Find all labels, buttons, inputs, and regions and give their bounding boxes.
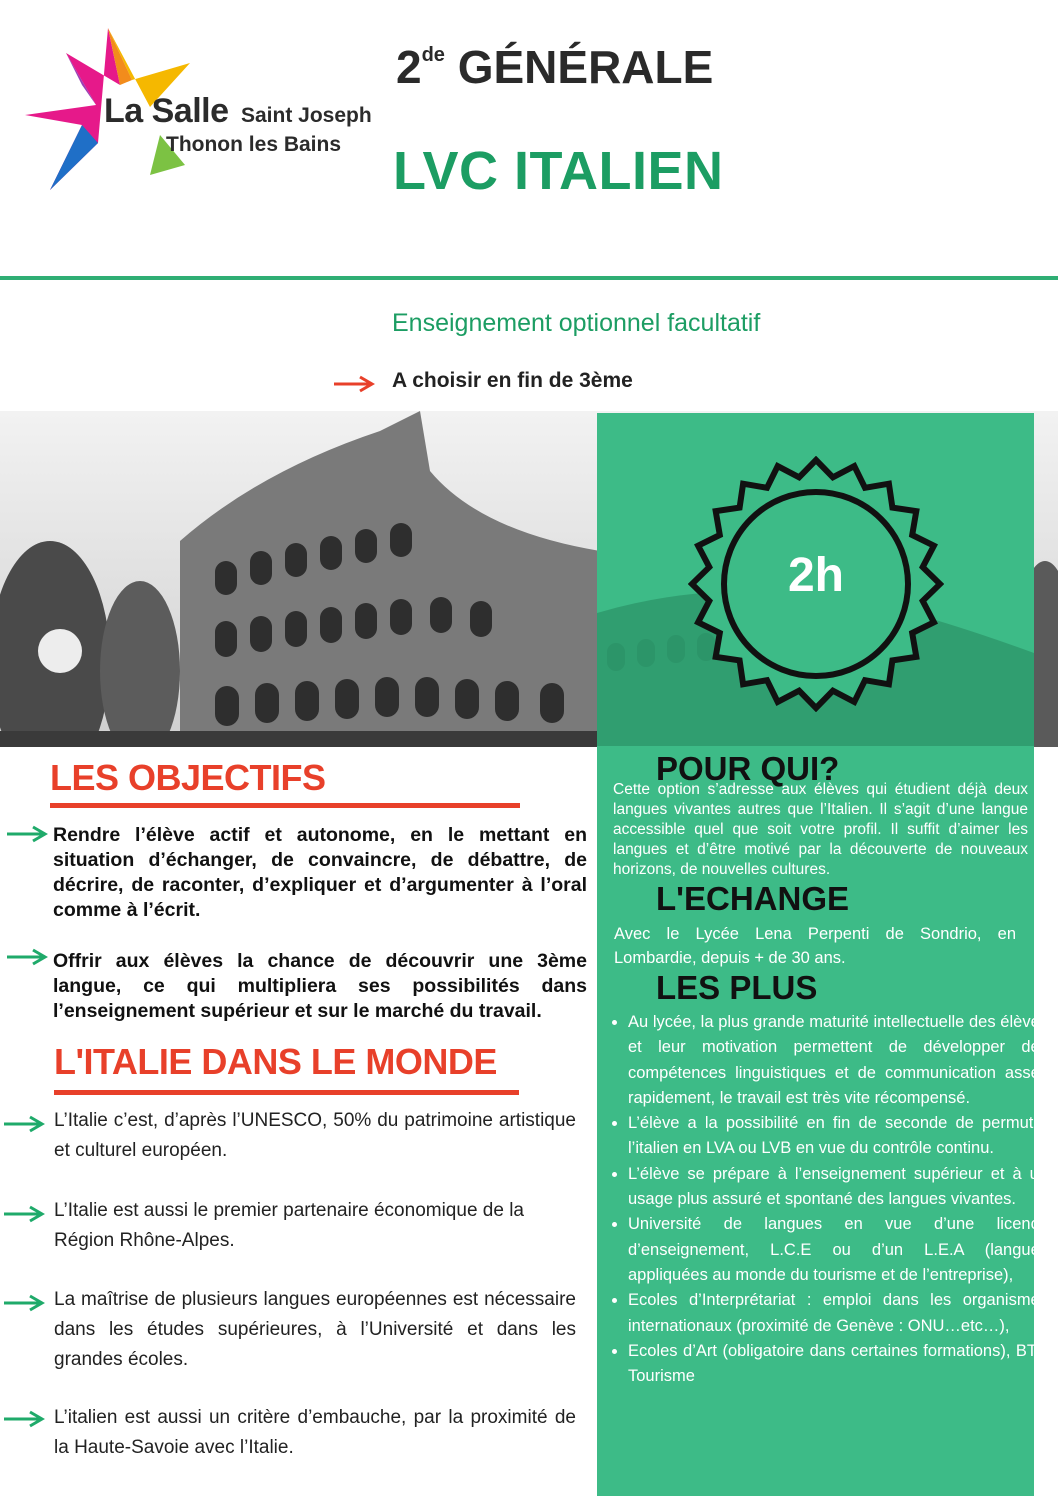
arrow-icon (2, 1293, 48, 1313)
arrow-icon (2, 1409, 48, 1429)
arrow-icon (5, 947, 51, 967)
echange-heading: L'ECHANGE (656, 880, 850, 917)
choice-note: A choisir en fin de 3ème (392, 369, 633, 392)
arrow-icon (2, 1114, 48, 1134)
objectif-item: Offrir aux élèves la chance de découvrir une 3ème langue, ce qui multipliera ses possibilités dans l’enseignement supérieur et sur le marché du travail. (53, 950, 587, 1022)
plus-item: • Au lycée, la plus grande maturité intellectuelle des élèves et leur motivation permettent de développer des compétences linguistiques et de communication assez rapidement, le travail est très vite récompensé. (628, 1010, 1048, 1111)
objectifs-heading: LES OBJECTIFS (50, 757, 326, 798)
italie-item: L’italien est aussi un critère d’embauche, par la proximité de la Haute-Savoie avec l’Italie. (54, 1407, 576, 1458)
italie-heading: L'ITALIE DANS LE MONDE (54, 1041, 497, 1082)
plus-item: • Ecoles d’Art (obligatoire dans certaines formations), BTS Tourisme (628, 1339, 1048, 1390)
objectifs-underline (50, 803, 520, 808)
italie-underline (54, 1090, 519, 1095)
plus-list (609, 1010, 1048, 1389)
arrow-icon (5, 824, 51, 844)
italie-item: L’Italie est aussi le premier partenaire économique de la Région Rhône-Alpes. (54, 1200, 524, 1251)
echange-text: Avec le Lycée Lena Perpenti de Sondrio, en Lombardie, depuis + de 30 ans. (614, 925, 1016, 967)
school-name: La Salle (104, 92, 229, 130)
level-title: 2de GÉNÉRALE (396, 41, 714, 93)
plus-item: • Université de langues en vue d’une licence d’enseignement, L.C.E ou d’un L.E.A (langues appliquées au monde du tourisme et de l’entreprise), (628, 1212, 1048, 1288)
italie-item: La maîtrise de plusieurs langues européennes est nécessaire dans les études supérieures, à l’Université et dans les grandes écoles. (54, 1289, 576, 1370)
subtitle: Enseignement optionnel facultatif (392, 309, 761, 337)
objectif-item: Rendre l’élève actif et autonome, en le mettant en situation d’échanger, de convaincre, de débattre, de décrire, de raconter, d’expliquer et d’argumenter à l’oral comme à l’écrit. (53, 824, 587, 921)
header-divider (0, 276, 1058, 280)
plus-item: • L’élève se prépare à l’enseignement supérieur et à un usage plus assuré et spontané des langues vivantes. (628, 1162, 1048, 1213)
plus-item: • Ecoles d’Interprétariat : emploi dans les organismes internationaux (proximité de Genève : ONU…etc…), (628, 1288, 1048, 1339)
plus-item: • L’élève a la possibilité en fin de seconde de permuter l’italien en LVA ou LVB en vue du contrôle continu. (628, 1111, 1048, 1162)
pour-qui-heading: POUR QUI? (656, 750, 840, 787)
pour-qui-text: Cette option s’adresse aux élèves qui étudient déjà deux langues vivantes autres que l’Italien. Il s’agit d’une langue accessible quel que soit votre profil. Il suffit d’aimer les langues et d’être motivé par la découverte de nouveaux horizons, de nouvelles cultures. (613, 781, 1028, 878)
school-subtitle-1: Saint Joseph (241, 104, 372, 127)
school-subtitle-2: Thonon les Bains (166, 133, 342, 156)
arrow-icon (2, 1204, 48, 1224)
hours-value: 2h (787, 549, 844, 602)
italie-item: L’Italie c’est, d’après l’UNESCO, 50% du patrimoine artistique et culturel européen. (54, 1110, 576, 1161)
arrow-icon (332, 374, 378, 394)
plus-heading: LES PLUS (656, 969, 818, 1006)
subject-title: LVC ITALIEN (393, 141, 724, 201)
